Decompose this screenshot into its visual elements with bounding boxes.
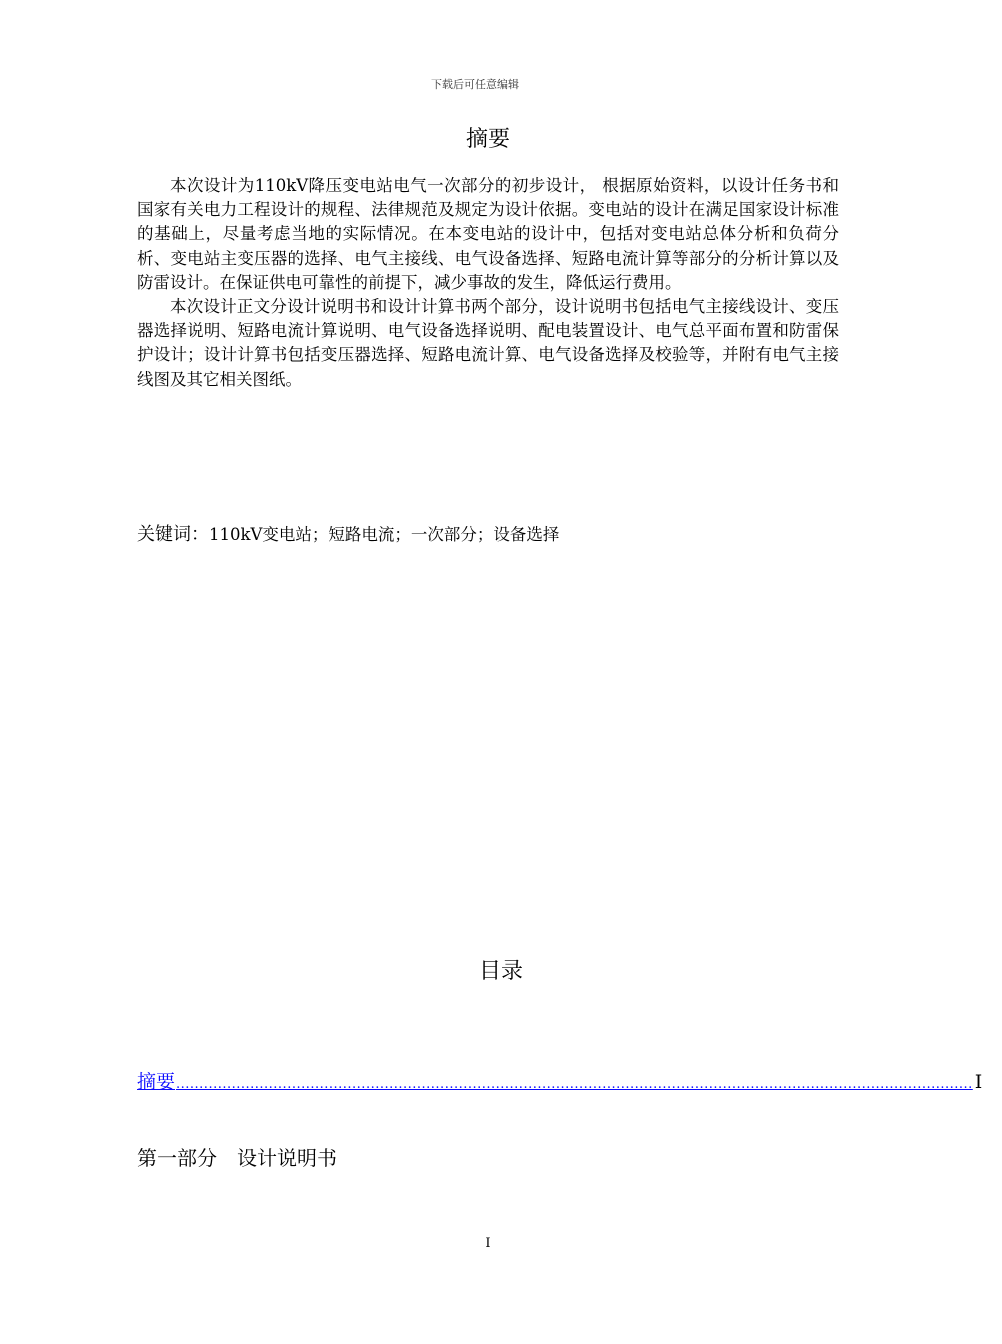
abstract-title: 摘要 [465, 127, 510, 152]
abstract-paragraph-2: 本次设计正文分设计说明书和设计计算书两个部分，设计说明书包括电气主接线设计、变压器选择说明、短路电流计算说明、电气设备选择说明、配电装置设计、电气总平面布置和防雷保护设计；设计计算书包括变压器选择、短路电流计算、电气设备选择及校验等，并附有电气主接线图及其它相关图纸。 [137, 297, 839, 389]
toc-dot-leader: ............................................................................................................................................................................ [176, 1077, 973, 1092]
toc-entry-page: I [974, 1071, 983, 1093]
toc-link-abstract[interactable] [137, 1068, 973, 1099]
page-number: I [485, 1236, 491, 1251]
toc-entry-abstract [137, 1068, 983, 1099]
section-title: 设计说明书 [237, 1146, 337, 1170]
abstract-paragraph-1: 本次设计为110kV降压变电站电气一次部分的初步设计， 根据原始资料，以设计任务书和国家有关电力工程设计的规程、法律规范及规定为设计依据。变电站的设计在满足国家设计标准的基础上，尽量考虑当地的实际情况。在本变电站的设计中，包括对变电站总体分析和负荷分析、变电站主变压器的选择、电气主接线、电气设备选择、短路电流计算等部分的分析计算以及防雷设计。在保证供电可靠性的前提下，减少事故的发生，降低运行费用。 [137, 176, 839, 292]
header-note: 下载后可任意编辑 [431, 78, 519, 91]
keywords [137, 522, 839, 548]
section-part: 第一部分 [137, 1146, 217, 1170]
toc-section-heading [137, 1142, 337, 1171]
abstract-body [137, 174, 839, 392]
keywords-text: 110kV变电站；短路电流；一次部分；设备选择 [209, 525, 560, 544]
toc-entry-label: 摘要 [137, 1071, 176, 1093]
keywords-label: 关键词： [137, 524, 209, 545]
toc-title: 目录 [478, 959, 523, 984]
